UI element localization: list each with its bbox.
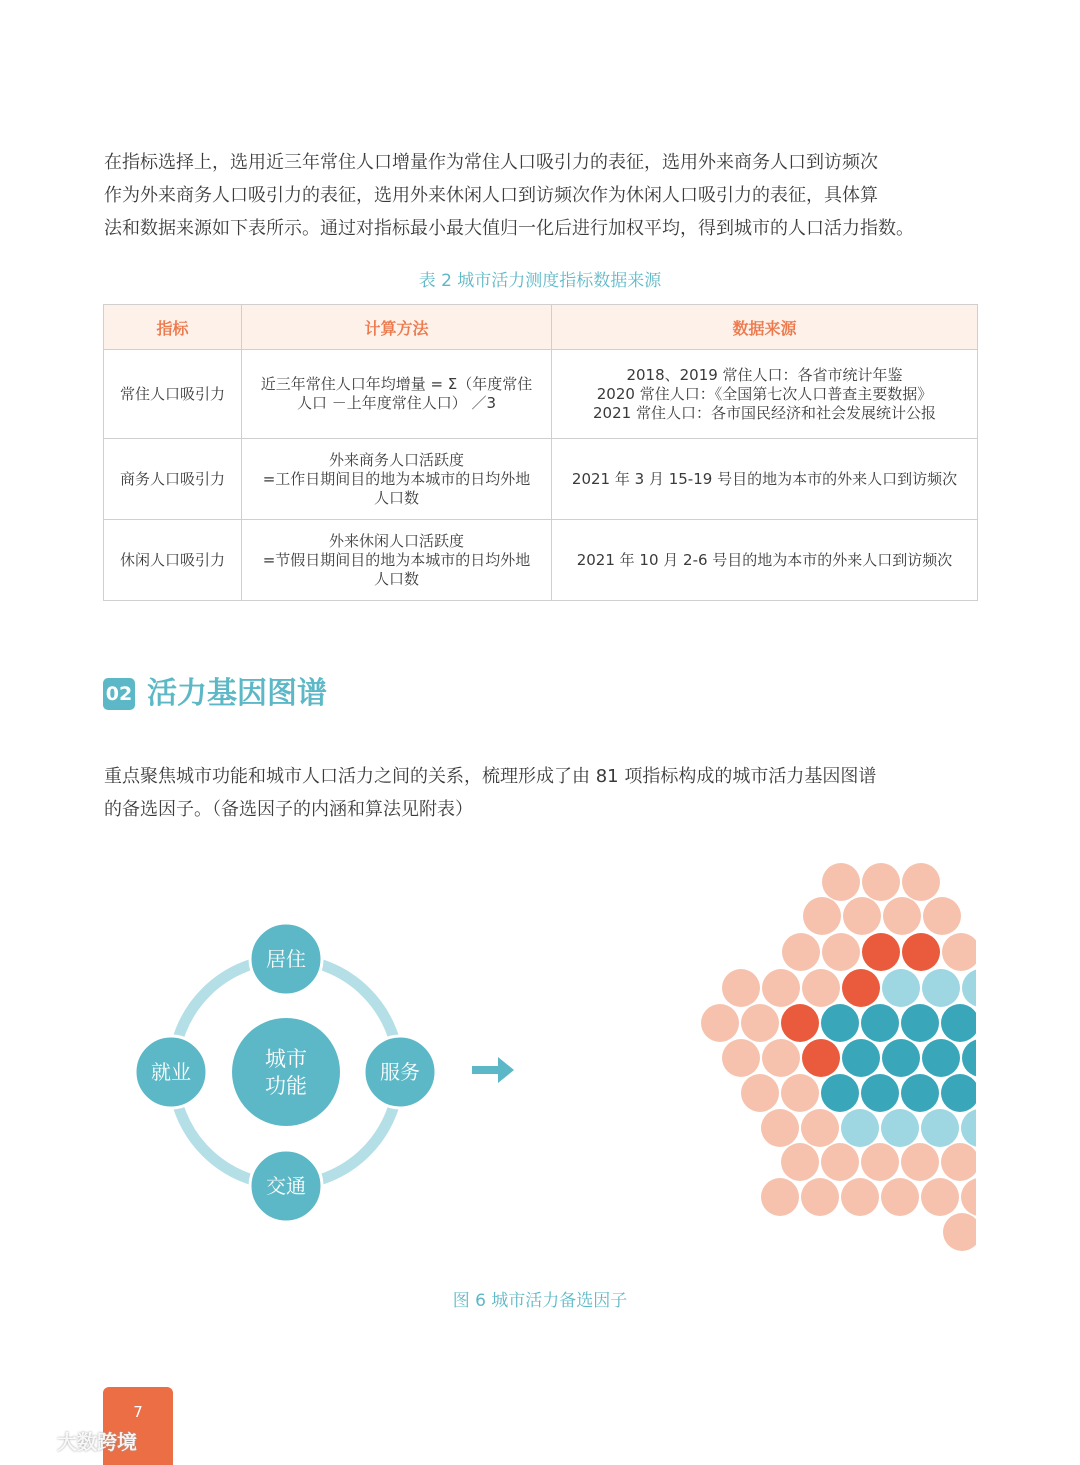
watermark-text: 大数跨境 [56,1430,137,1454]
source-line: 2021 常住人口：各市国民经济和社会发展统计公报 [593,403,936,422]
table-row [104,520,978,601]
body-line-2: 的备选因子。（备选因子的内涵和算法见附表） [104,799,473,820]
source-cell [552,520,978,601]
factor-circle [801,1178,839,1216]
method-cell [242,439,552,520]
factor-circle [821,1143,859,1181]
factor-circle [781,1143,819,1181]
intro-line-2: 作为外来商务人口吸引力的表征，选用外来休闲人口到访频次作为休闲人口吸引力的表征，具体算 [104,185,878,206]
factor-circle [803,897,841,935]
intro-line-1: 在指标选择上，选用近三年常住人口增量作为常住人口吸引力的表征，选用外来商务人口到访频次 [104,152,878,173]
method-cell [242,520,552,601]
factor-circle [802,969,840,1007]
factor-circle [781,1004,819,1042]
indicator-cell: 常住人口吸引力 [104,350,242,439]
factor-circle [902,933,940,971]
factor-circle [862,933,900,971]
method-cell [242,350,552,439]
factor-circle [941,1004,979,1042]
table-header-row [104,305,978,350]
factor-circle [901,1143,939,1181]
watermark [8,1426,137,1460]
factor-circle [843,897,881,935]
factor-circle [842,969,880,1007]
method-line: 人口数 [373,488,419,507]
figure-caption: 图 6 城市活力备选因子 [452,1291,628,1311]
source-line: 2021 年 10 月 2-6 号目的地为本市的外来人口到访频次 [576,550,953,569]
source-line: 2021 年 3 月 15-19 号目的地为本市的外来人口到访频次 [571,469,958,488]
method-line: =节假日期间目的地为本城市的日均外地 [262,550,531,569]
factor-circle [701,1004,739,1042]
center-node [232,1018,340,1126]
factor-circle [921,1178,959,1216]
section-number-badge: 02 [103,678,135,710]
factor-circle [801,1109,839,1147]
factor-circle [722,969,760,1007]
factor-circle [841,1109,879,1147]
factor-circle [741,1004,779,1042]
factor-circle [882,1039,920,1077]
factor-circle [782,933,820,971]
factor-circle [862,863,900,901]
table-row [104,439,978,520]
factor-circle [861,1074,899,1112]
factor-circle [942,933,980,971]
table-caption: 表 2 城市活力测度指标数据来源 [418,271,662,291]
node-employment-label: 就业 [151,1060,191,1084]
header-method: 计算方法 [242,305,552,350]
factor-circle [941,1143,979,1181]
factor-circle [901,1004,939,1042]
node-transport-label: 交通 [266,1174,306,1198]
method-line: 外来商务人口活跃度 [328,450,464,469]
body-line-1: 重点聚焦城市功能和城市人口活力之间的关系，梳理形成了由 81 项指标构成的城市活力基因图谱 [104,766,877,787]
arrow-right-icon [472,1057,514,1083]
factor-circle [861,1004,899,1042]
factor-circle [821,1004,859,1042]
table-row [104,350,978,439]
method-line: 人口 －上年度常住人口） ／3 [296,394,497,412]
center-label-2: 功能 [265,1074,307,1098]
factor-circle [881,1109,919,1147]
intro-line-3: 法和数据来源如下表所示。通过对指标最小最大值归一化后进行加权平均，得到城市的人口活力指数。 [104,218,914,239]
factor-circle [962,1039,1000,1077]
factor-circle [842,1039,880,1077]
factor-circle [883,897,921,935]
node-service-label: 服务 [380,1060,420,1084]
factor-circle [943,1213,981,1251]
factor-circle [882,969,920,1007]
city-function-diagram [0,840,1080,1270]
body-paragraph [104,760,984,826]
factor-circle [762,969,800,1007]
factor-circle [881,1178,919,1216]
intro-paragraph [104,146,984,245]
watermark-logo-icon [8,1428,48,1454]
factor-circle [761,1109,799,1147]
factor-circle [922,1039,960,1077]
source-line: 2020 常住人口：《全国第七次人口普查主要数据》 [596,384,933,403]
method-line: 外来休闲人口活跃度 [328,531,464,550]
factor-circle [901,1074,939,1112]
method-line: 人口数 [373,569,419,588]
indicator-source-table [103,304,978,601]
factor-circle [822,863,860,901]
indicator-cell: 休闲人口吸引力 [104,520,242,601]
factor-circle [822,933,860,971]
method-line: 近三年常住人口年均增量 = Σ（年度常住 [260,375,533,393]
factor-circle [941,1074,979,1112]
factor-circle [921,1109,959,1147]
factor-circle [961,1178,999,1216]
factor-circle [741,1074,779,1112]
section-title: 活力基因图谱 [147,676,327,711]
factor-circle [962,969,1000,1007]
center-label-1: 城市 [265,1047,307,1071]
source-cell [552,439,978,520]
factor-circle [761,1178,799,1216]
node-residence-label: 居住 [266,947,306,971]
factor-circle [821,1074,859,1112]
source-cell [552,350,978,439]
factor-circle [722,1039,760,1077]
factor-circle [762,1039,800,1077]
page-number: 7 [133,1403,143,1421]
header-indicator: 指标 [104,305,242,350]
source-line: 2018、2019 常住人口：各省市统计年鉴 [626,365,903,384]
factor-circle [861,1143,899,1181]
factor-honeycomb [701,863,1000,1251]
factor-circle [781,1074,819,1112]
indicator-cell: 商务人口吸引力 [104,439,242,520]
factor-circle [841,1178,879,1216]
factor-circle [902,863,940,901]
factor-circle [961,1109,999,1147]
method-line: =工作日期间目的地为本城市的日均外地 [262,469,531,488]
header-source: 数据来源 [552,305,978,350]
factor-circle [802,1039,840,1077]
factor-circle [922,969,960,1007]
factor-circle [923,897,961,935]
